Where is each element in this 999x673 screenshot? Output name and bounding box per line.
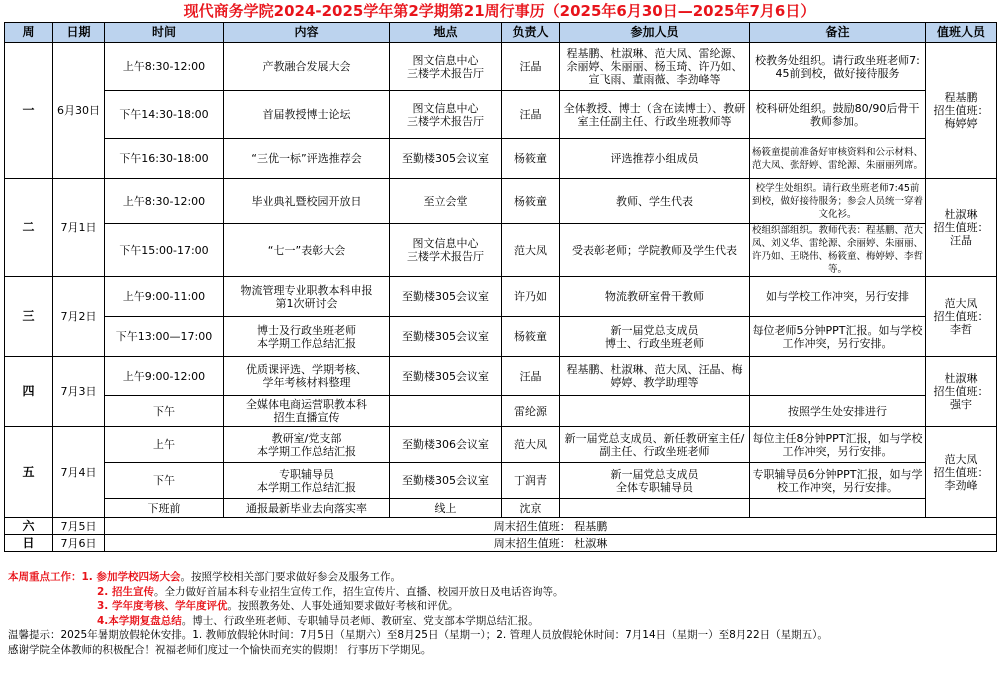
weekend-duty-cell: 周末招生值班： 程基鹏 — [105, 518, 997, 535]
duty-cell: 范大凤 招生值班： 李哲 — [926, 277, 997, 357]
table-row — [5, 427, 997, 463]
table-row — [5, 463, 997, 499]
column-header: 值班人员 — [926, 23, 997, 43]
content-cell: 全媒体电商运营职教本科 招生直播宣传 — [224, 396, 390, 427]
attendees-cell: 程基鹏、杜淑琳、范大凤、雷纶源、余丽婷、朱丽丽、杨玉琦、许乃如、宣飞雨、董雨薇、李劲峰等 — [560, 43, 750, 91]
place-cell: 至勤楼305会议室 — [390, 139, 502, 179]
place-cell: 至勤楼305会议室 — [390, 463, 502, 499]
table-row — [5, 277, 997, 317]
focus-item-title: 2. 招生宣传 — [97, 585, 154, 598]
attendees-cell: 教师、学生代表 — [560, 179, 750, 224]
content-cell: “三优一标”评选推荐会 — [224, 139, 390, 179]
weekday-cell: 六 — [5, 518, 53, 535]
time-cell: 下午16:30-18:00 — [105, 139, 224, 179]
owner-cell: 雷纶源 — [502, 396, 560, 427]
time-cell: 上午9:00-11:00 — [105, 277, 224, 317]
owner-cell: 汪晶 — [502, 91, 560, 139]
note-cell: 校组织部组织。教师代表：程基鹏、范大凤、刘义华、雷纶源、余丽婷、朱丽丽、许乃如、王晓伟、杨筱童、梅婷婷、李哲等。 — [750, 224, 926, 277]
content-cell: 专职辅导员 本学期工作总结汇报 — [224, 463, 390, 499]
duty-cell: 杜淑琳 招生值班： 强宇 — [926, 357, 997, 427]
note-cell: 校学生处组织。请行政坐班老师7:45前到校，做好接待服务；参会人员统一穿着文化衫。 — [750, 179, 926, 224]
weekday-cell: 日 — [5, 535, 53, 552]
page-title: 现代商务学院2024-2025学年第2学期第21周行事历（2025年6月30日—2025年7月6日） — [183, 2, 816, 20]
note-cell: 专职辅导员6分钟PPT汇报，如与学校工作冲突，另行安排。 — [750, 463, 926, 499]
owner-cell: 汪晶 — [502, 43, 560, 91]
time-cell: 下午14:30-18:00 — [105, 91, 224, 139]
place-cell: 至勤楼306会议室 — [390, 427, 502, 463]
attendees-cell: 全体教授、博士（含在读博士）、教研室主任副主任、行政坐班教师等 — [560, 91, 750, 139]
place-cell: 至立会堂 — [390, 179, 502, 224]
attendees-cell: 程基鹏、杜淑琳、范大凤、汪晶、梅婷婷、教学助理等 — [560, 357, 750, 396]
duty-cell: 范大凤 招生值班： 李劲峰 — [926, 427, 997, 518]
note-cell: 按照学生处安排进行 — [750, 396, 926, 427]
time-cell: 上午9:00-12:00 — [105, 357, 224, 396]
weekday-cell: 三 — [5, 277, 53, 357]
note-cell: 杨筱童提前准备好审核资料和公示材料、范大凤、张舒婷、雷纶源、朱丽丽列席。 — [750, 139, 926, 179]
place-cell — [390, 396, 502, 427]
focus-item-text: 。按照学校相关部门要求做好参会及服务工作。 — [180, 571, 401, 583]
reminder-text: 温馨提示：2025年暑期放假轮休安排。1. 教师放假轮休时间：7月5日（星期六）至8月25日（星期一）；2. 管理人员放假轮休时间：7月14日（星期一）至8月22日（星期五）。 — [8, 629, 828, 642]
content-cell: 教研室/党支部 本学期工作总结汇报 — [224, 427, 390, 463]
column-header: 内容 — [224, 23, 390, 43]
content-cell: 优质课评选、学期考核、 学年考核材料整理 — [224, 357, 390, 396]
content-cell: 通报最新毕业去向落实率 — [224, 499, 390, 518]
place-cell: 图文信息中心 三楼学术报告厅 — [390, 43, 502, 91]
table-row — [5, 224, 997, 277]
owner-cell: 杨筱童 — [502, 317, 560, 357]
owner-cell: 杨筱童 — [502, 179, 560, 224]
focus-item-text: 。按照教务处、人事处通知要求做好考核和评优。 — [227, 600, 459, 613]
focus-label: 本周重点工作： — [8, 571, 82, 583]
date-cell: 7月2日 — [53, 277, 105, 357]
attendees-cell — [560, 499, 750, 518]
schedule-table — [4, 22, 997, 552]
attendees-cell: 受表彰老师；学院教师及学生代表 — [560, 224, 750, 277]
owner-cell: 沈京 — [502, 499, 560, 518]
content-cell: 毕业典礼暨校园开放日 — [224, 179, 390, 224]
weekend-row — [5, 518, 997, 535]
column-header: 周 — [5, 23, 53, 43]
table-row — [5, 179, 997, 224]
place-cell: 线上 — [390, 499, 502, 518]
weekend-duty-cell: 周末招生值班： 杜淑琳 — [105, 535, 997, 552]
time-cell: 上午 — [105, 427, 224, 463]
owner-cell: 汪晶 — [502, 357, 560, 396]
focus-item-title: 1. 参加学校四场大会 — [81, 571, 181, 583]
weekend-row — [5, 535, 997, 552]
time-cell: 下午15:00-17:00 — [105, 224, 224, 277]
focus-item-title: 3. 学年度考核、学年度评优 — [97, 600, 228, 613]
note-cell — [750, 499, 926, 518]
column-header: 地点 — [390, 23, 502, 43]
focus-item — [8, 570, 996, 585]
content-cell: 产教融合发展大会 — [224, 43, 390, 91]
owner-cell: 范大凤 — [502, 427, 560, 463]
weekday-cell: 二 — [5, 179, 53, 277]
notes-section — [8, 570, 996, 658]
focus-item-text: 。全力做好首届本科专业招生宣传工作，招生宣传片、直播、校园开放日及电话咨询等。 — [153, 585, 564, 598]
thanks-text: 感谢学院全体教师的积极配合！祝福老师们度过一个愉快而充实的假期！ 行事历下学期见。 — [8, 643, 432, 656]
note-cell: 每位主任8分钟PPT汇报，如与学校工作冲突，另行安排。 — [750, 427, 926, 463]
place-cell: 图文信息中心 三楼学术报告厅 — [390, 91, 502, 139]
content-cell: “七一”表彰大会 — [224, 224, 390, 277]
column-header: 时间 — [105, 23, 224, 43]
place-cell: 至勤楼305会议室 — [390, 357, 502, 396]
table-row — [5, 499, 997, 518]
owner-cell: 杨筱童 — [502, 139, 560, 179]
table-row — [5, 91, 997, 139]
weekday-cell: 五 — [5, 427, 53, 518]
table-row — [5, 43, 997, 91]
time-cell: 上午8:30-12:00 — [105, 43, 224, 91]
note-cell: 每位老师5分钟PPT汇报。如与学校工作冲突，另行安排。 — [750, 317, 926, 357]
weekday-cell: 一 — [5, 43, 53, 179]
attendees-cell: 物流教研室骨干教师 — [560, 277, 750, 317]
attendees-cell: 新一届党总支成员、新任教研室主任/副主任、行政坐班老师 — [560, 427, 750, 463]
table-row — [5, 317, 997, 357]
column-header: 参加人员 — [560, 23, 750, 43]
date-cell: 7月1日 — [53, 179, 105, 277]
focus-item — [8, 599, 996, 614]
duty-cell: 程基鹏 招生值班： 梅婷婷 — [926, 43, 997, 179]
table-row — [5, 396, 997, 427]
table-row — [5, 357, 997, 396]
time-cell: 下午 — [105, 463, 224, 499]
date-cell: 6月30日 — [53, 43, 105, 179]
place-cell: 至勤楼305会议室 — [390, 277, 502, 317]
focus-item — [8, 614, 996, 629]
attendees-cell — [560, 396, 750, 427]
note-cell: 校科研处组织。鼓励80/90后骨干教师参加。 — [750, 91, 926, 139]
time-cell: 上午8:30-12:00 — [105, 179, 224, 224]
date-cell: 7月3日 — [53, 357, 105, 427]
date-cell: 7月4日 — [53, 427, 105, 518]
attendees-cell: 新一届党总支成员 全体专职辅导员 — [560, 463, 750, 499]
focus-item — [8, 585, 996, 600]
content-cell: 物流管理专业职教本科申报 第1次研讨会 — [224, 277, 390, 317]
note-cell — [750, 357, 926, 396]
weekday-cell: 四 — [5, 357, 53, 427]
content-cell: 博士及行政坐班老师 本学期工作总结汇报 — [224, 317, 390, 357]
owner-cell: 丁润青 — [502, 463, 560, 499]
owner-cell: 许乃如 — [502, 277, 560, 317]
date-cell: 7月6日 — [53, 535, 105, 552]
duty-cell: 杜淑琳 招生值班： 汪晶 — [926, 179, 997, 277]
column-header: 负责人 — [502, 23, 560, 43]
time-cell: 下班前 — [105, 499, 224, 518]
place-cell: 至勤楼305会议室 — [390, 317, 502, 357]
owner-cell: 范大凤 — [502, 224, 560, 277]
attendees-cell: 新一届党总支成员 博士、行政坐班老师 — [560, 317, 750, 357]
attendees-cell: 评选推荐小组成员 — [560, 139, 750, 179]
time-cell: 下午13:00—17:00 — [105, 317, 224, 357]
focus-item-text: 。博士、行政坐班老师、专职辅导员老师、教研室、党支部本学期总结汇报。 — [181, 614, 539, 627]
table-row — [5, 139, 997, 179]
place-cell: 图文信息中心 三楼学术报告厅 — [390, 224, 502, 277]
note-cell: 校教务处组织。请行政坐班老师7:45前到校，做好接待服务 — [750, 43, 926, 91]
column-header: 备注 — [750, 23, 926, 43]
content-cell: 首届教授博士论坛 — [224, 91, 390, 139]
column-header: 日期 — [53, 23, 105, 43]
header-row — [5, 23, 997, 43]
date-cell: 7月5日 — [53, 518, 105, 535]
time-cell: 下午 — [105, 396, 224, 427]
note-cell: 如与学校工作冲突，另行安排 — [750, 277, 926, 317]
focus-item-title: 4.本学期复盘总结 — [97, 614, 182, 627]
